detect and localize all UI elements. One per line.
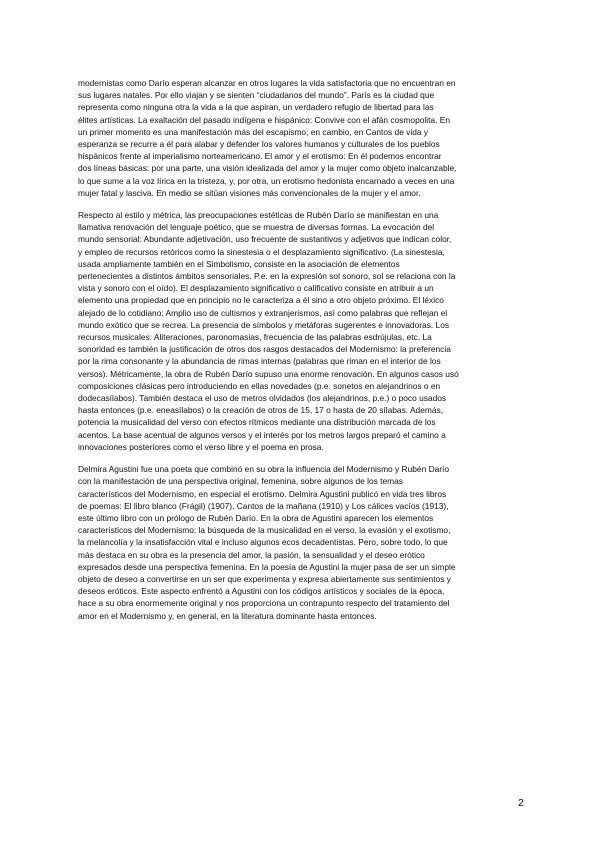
text-line: sus lugares natales. Por ello viajan y se sienten “ciudadanos del mundo”. París es la ciudad que bbox=[78, 90, 435, 101]
text-line: hispánicos frente al imperialismo norteamericano. El amor y el erotismo: En él podemos encontrar bbox=[78, 151, 442, 162]
text-line: élites artísticas. La exaltación del pasado indígena e hispánico: Convive con el afán cosmopolita. En bbox=[78, 114, 450, 125]
text-line: alejado de lo cotidiano: Amplio uso de cultismos y extranjerismos, así como palabras que reflejan el bbox=[78, 307, 448, 318]
paragraph bbox=[78, 77, 527, 199]
text-line: objeto de deseo a convertirse en un ser que experimenta y expresa abiertamente sus sentimientos y bbox=[78, 573, 451, 584]
text-line: vista y sonoro con el oído). El desplazamiento significativo o calificativo consiste en atribuir a un bbox=[78, 283, 434, 294]
text-line: potencia la musicalidad del verso con efectos rítmicos mediante una distribución marcada de los bbox=[78, 417, 436, 428]
text-line: dos líneas básicas: por una parte, una visión idealizada del amor y la mujer como objeto inalcanzable, bbox=[78, 163, 457, 174]
text-line: innovaciones posteriores como el verso libre y el poema en prosa. bbox=[78, 441, 324, 452]
page-number: 2 bbox=[518, 797, 524, 809]
text-line: Respecto al estilo y métrica, las preocupaciones estéticas de Rubén Darío se manifiestan en una bbox=[78, 210, 439, 221]
text-line: un primer momento es una manifestación más del escapismo; en cambio, en Cantos de vida y bbox=[78, 126, 429, 137]
text-line: elemento una propiedad que en principio no le caracteriza a él sino a otro objeto próximo. El léxico bbox=[78, 295, 444, 306]
text-line: característicos del Modernismo, en especial el erotismo. Delmira Agustini publicó en vida tres libros bbox=[78, 488, 447, 499]
text-line: este último libro con un prólogo de Rubén Darío. En la obra de Agustini aparecen los elementos bbox=[78, 512, 434, 523]
text-line: hasta entonces (p.e. eneasílabos) o la creación de otros de 15, 17 o hasta de 20 sílabas. Además, bbox=[78, 405, 444, 416]
text-line: sonoridad es también la justificación de otros dos rasgos destacados del Modernismo: la preferencia bbox=[78, 344, 451, 355]
text-line: y empleo de recursos retóricos como la sinestesia o el desplazamiento significativo. (La sinestesia, bbox=[78, 246, 445, 257]
text-line: por la rima consonante y la abundancia de rimas internas (palabras que riman en el interior de los bbox=[78, 356, 441, 367]
text-line: representa como ninguna otra la vida a la que aspiran, un verdadero refugio de libertad para las bbox=[78, 102, 434, 113]
text-line: mujer fatal y lasciva. En medio se sitúan visiones más convencionales de la mujer y el amor. bbox=[78, 187, 421, 198]
text-line: dodecasílabos). También destaca el uso de metros olvidados (los alejandrinos, p.e.) o poco usados bbox=[78, 393, 447, 404]
text-line: más destaca en su obra es la presencia del amor, la pasión, la sensualidad y el deseo erótico bbox=[78, 549, 425, 560]
text-line: mundo sensorial: Abundante adjetivación, uso frecuente de sustantivos y adjetivos que indican color, bbox=[78, 234, 452, 245]
text-line: esperanza se recurre a él para alabar y defender los valores humanos y culturales de los pueblos bbox=[78, 139, 440, 150]
text-line: acentos. La base acentual de algunos versos y el interés por los metros largos preparó el camino a bbox=[78, 429, 446, 440]
text-line: de poemas: El libro blanco (Frágil) (1907), Cantos de la mañana (1910) y Los cálices vacíos (1913), bbox=[78, 500, 449, 511]
text-line: llamativa renovación del lenguaje poético, que se muestra de diversas formas. La evocación del bbox=[78, 222, 435, 233]
text-line: Delmira Agustini fue una poeta que combinó en su obra la influencia del Modernismo y Rubén Darío bbox=[78, 464, 450, 475]
body-text bbox=[78, 77, 527, 632]
text-line: lo que sume a la voz lírica en la tristeza, y, por otra, un erotismo hedonista encarnado a veces en una bbox=[78, 175, 455, 186]
text-line: la melancolía y la insatisfacción vital e incluso algunos ecos decadentistas. Pero, sobre todo, lo que bbox=[78, 537, 448, 548]
text-line: con la manifestación de una perspectiva original, femenina, sobre algunos de los temas bbox=[78, 476, 403, 487]
text-line: mundo exótico que se recrea. La presencia de símbolos y metáforas sugerentes e innovadoras. Los bbox=[78, 319, 450, 330]
text-line: hace a su obra enormemente original y nos proporciona un contrapunto respecto del tratamiento del bbox=[78, 598, 450, 609]
text-line: usada ampliamente también en el Simbolismo, consiste en la asociación de elementos bbox=[78, 258, 400, 269]
text-line: deseos eróticos. Este aspecto enfrentó a Agustini con los códigos artísticos y sociales de la época, bbox=[78, 586, 445, 597]
text-line: versos). Métricamente, la obra de Rubén Darío supuso una enorme renovación. En algunos casos usó bbox=[78, 368, 459, 379]
text-line: modernistas como Darío esperan alcanzar en otros lugares la vida satisfactoria que no encuentran en bbox=[78, 78, 456, 88]
text-line: recursos musicales: Aliteraciones, paronomasias, frecuencia de las palabras esdrújulas, etc. La bbox=[78, 332, 432, 343]
text-line: pertenecientes a distintos ámbitos sensoriales. P.e. en la expresión sol sonoro, sol se relaciona con la bbox=[78, 271, 456, 282]
text-line: característicos del Modernismo: la búsqueda de la musicalidad en el verso, la evasión y el exotismo, bbox=[78, 525, 451, 536]
text-line: expresados desde una perspectiva femenina. En la poesía de Agustini la mujer pasa de ser un simple bbox=[78, 561, 456, 572]
paragraph bbox=[78, 209, 527, 453]
paragraph bbox=[78, 463, 527, 622]
text-line: composiciones clásicas pero introduciendo en ellas novedades (p.e. sonetos en alejandrinos o en bbox=[78, 380, 441, 391]
text-line: amor en el Modernismo y, en general, en la literatura dominante hasta entonces. bbox=[78, 610, 377, 621]
